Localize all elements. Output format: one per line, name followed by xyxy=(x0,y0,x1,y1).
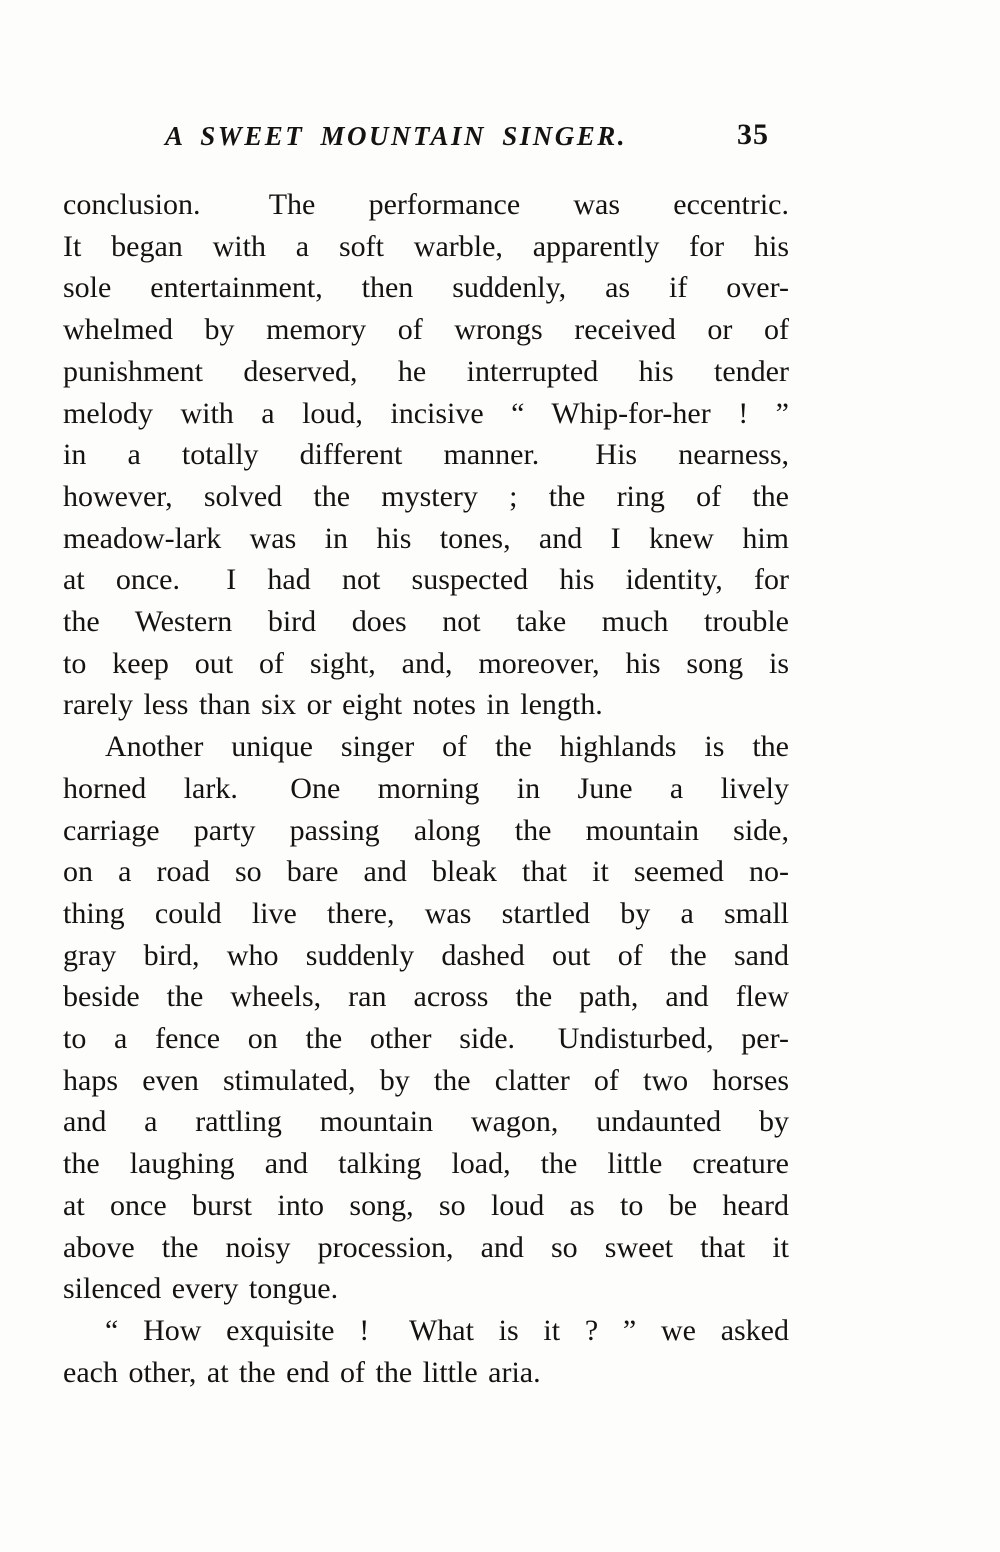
text-line: to keep out of sight, and, moreover, his song is xyxy=(63,646,789,680)
text-line: sole entertainment, then suddenly, as if over- xyxy=(63,271,789,305)
text-line: thing could live there, was startled by a small xyxy=(63,896,789,930)
text-line: horned lark. One morning in June a lively xyxy=(63,771,789,805)
text-line: “ How exquisite ! What is it ? ” we asked xyxy=(105,1313,789,1347)
text-line: at once burst into song, so loud as to be heard xyxy=(63,1188,789,1222)
text-line: haps even stimulated, by the clatter of two horses xyxy=(63,1063,789,1097)
text-line: and a rattling mountain wagon, undaunted by xyxy=(63,1105,789,1139)
text-line: however, solved the mystery ; the ring of the xyxy=(63,479,789,513)
text-line: in a totally different manner. His nearness, xyxy=(63,438,789,472)
text-line: to a fence on the other side. Undisturbed, per- xyxy=(63,1022,789,1056)
text-line: the Western bird does not take much trouble xyxy=(63,605,789,639)
text-line: melody with a loud, incisive “ Whip-for-her ! ” xyxy=(63,396,789,430)
text-line: above the noisy procession, and so sweet that it xyxy=(63,1230,789,1264)
text-line: punishment deserved, he interrupted his tender xyxy=(63,354,789,388)
text-line: whelmed by memory of wrongs received or of xyxy=(63,313,789,347)
text-block xyxy=(63,184,789,1393)
text-line: on a road so bare and bleak that it seemed no- xyxy=(63,855,789,889)
text-line: gray bird, who suddenly dashed out of the sand xyxy=(63,938,789,972)
running-title: A SWEET MOUNTAIN SINGER. xyxy=(164,121,628,151)
text-line: beside the wheels, ran across the path, and flew xyxy=(63,980,789,1014)
text-line: It began with a soft warble, apparently for his xyxy=(63,229,789,263)
page-header xyxy=(63,118,789,161)
text-line: the laughing and talking load, the little creature xyxy=(63,1147,789,1181)
text-line: meadow-lark was in his tones, and I knew him xyxy=(63,521,789,555)
text-line: carriage party passing along the mountain side, xyxy=(63,813,789,847)
text-line: each other, at the end of the little aria. xyxy=(63,1355,541,1389)
text-line: at once. I had not suspected his identity, for xyxy=(63,563,789,597)
text-line: silenced every tongue. xyxy=(63,1272,339,1306)
page-number: 35 xyxy=(737,118,769,151)
text-line: conclusion. The performance was eccentric. xyxy=(63,188,789,221)
text-line: Another unique singer of the highlands is the xyxy=(105,730,789,764)
text-line: rarely less than six or eight notes in length. xyxy=(63,688,603,722)
